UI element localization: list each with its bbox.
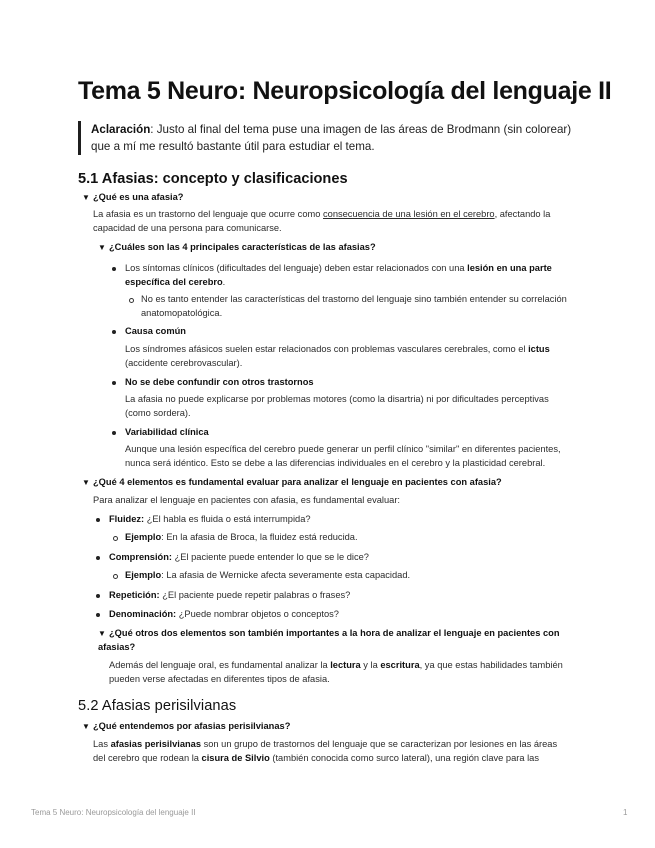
bold-text: Comprensión: bbox=[109, 552, 173, 562]
section-heading-5-2: 5.2 Afasias perisilvianas bbox=[78, 698, 237, 714]
afasia-definition bbox=[93, 208, 573, 235]
text: , afectando la capacidad de una persona para comunicarse. bbox=[93, 209, 551, 233]
bold-text: Ejemplo bbox=[125, 570, 162, 580]
callout-text: : Justo al final del tema puse una imagen de las áreas de Brodmann (sin colorear) que a mí me resultó bastante útil para estudiar el tema. bbox=[91, 123, 572, 153]
bullet-icon bbox=[112, 330, 116, 334]
toggle-title: ¿Qué 4 elementos es fundamental evaluar para analizar el lenguaje en pacientes con afasia? bbox=[93, 477, 502, 487]
text: : En la afasia de Broca, la fluidez está reducida. bbox=[161, 532, 358, 542]
text: La afasia es un trastorno del lenguaje que ocurre como bbox=[93, 209, 323, 219]
section-heading-5-1: 5.1 Afasias: concepto y clasificaciones bbox=[78, 171, 348, 187]
list-item-nested bbox=[125, 531, 565, 545]
bold-text: afasias perisilvianas bbox=[110, 739, 202, 749]
list-item bbox=[125, 426, 575, 440]
text: : La afasia de Wernicke afecta severamente esta capacidad. bbox=[161, 570, 411, 580]
toggle-perisilvianas[interactable] bbox=[82, 720, 290, 734]
bold-text: Variabilidad clínica bbox=[125, 427, 209, 437]
toggle-title: ¿Qué es una afasia? bbox=[93, 192, 184, 202]
evaluation-intro bbox=[93, 494, 573, 508]
text: ¿El habla es fluida o está interrumpida? bbox=[144, 514, 311, 524]
text: y la bbox=[360, 660, 381, 670]
bold-text: No se debe confundir con otros trastornos bbox=[125, 377, 314, 387]
list-item-body bbox=[125, 443, 580, 470]
perisilvianas-definition bbox=[93, 738, 571, 765]
toggle-title: ¿Qué entendemos por afasias perisilvianas? bbox=[93, 721, 291, 731]
toggle-triangle-icon: ▼ bbox=[82, 193, 90, 202]
text: Para analizar el lenguaje en pacientes con afasia, es fundamental evaluar: bbox=[93, 495, 400, 505]
list-item bbox=[109, 551, 569, 565]
text: No es tanto entender las características del trastorno del lenguaje sino también entender su correlación anatomopatológica. bbox=[141, 294, 567, 318]
bullet-icon bbox=[96, 613, 100, 617]
list-item-nested bbox=[125, 569, 565, 583]
bullet-ring-icon bbox=[113, 536, 118, 541]
toggle-triangle-icon: ▼ bbox=[98, 243, 106, 252]
bold-text: lesión en una parte específica del cerebro bbox=[125, 263, 552, 287]
text: ¿Puede nombrar objetos o conceptos? bbox=[176, 609, 339, 619]
text: La afasia no puede explicarse por problemas motores (como la disartria) ni por dificultades perceptivas (como sordera). bbox=[125, 394, 549, 418]
text: (también conocida como surco lateral), una región clave para las bbox=[269, 752, 539, 763]
underlined-phrase: consecuencia de una lesión en el cerebro bbox=[323, 209, 495, 219]
bold-text: lectura bbox=[330, 660, 361, 670]
bold-text: Fluidez: bbox=[109, 514, 145, 524]
text: son un grupo de trastornos del lenguaje que se caracterizan por lesiones en las áreas del cerebro que rodean la bbox=[93, 739, 558, 763]
list-item bbox=[125, 325, 575, 339]
bold-text: Causa común bbox=[125, 326, 186, 336]
toggle-otros-dos-elementos[interactable] bbox=[98, 627, 560, 654]
callout bbox=[78, 121, 577, 155]
list-item bbox=[125, 376, 575, 390]
text: . bbox=[222, 276, 226, 287]
bullet-icon bbox=[112, 431, 116, 435]
text: Además del lenguaje oral, es fundamental analizar la bbox=[109, 660, 331, 670]
bullet-icon bbox=[96, 594, 100, 598]
text: Las bbox=[93, 739, 111, 749]
text: Los síndromes afásicos suelen estar relacionados con problemas vasculares cerebrales, como el bbox=[125, 344, 529, 354]
list-item bbox=[109, 608, 569, 622]
bullet-icon bbox=[112, 381, 116, 385]
text: ¿El paciente puede entender lo que se le dice? bbox=[172, 552, 369, 562]
toggle-caracteristicas[interactable] bbox=[98, 241, 376, 255]
list-item-nested bbox=[141, 293, 573, 320]
toggle-4-elementos[interactable] bbox=[82, 476, 572, 490]
list-item bbox=[125, 262, 575, 289]
bold-text: cisura de Silvio bbox=[201, 752, 270, 763]
bullet-icon bbox=[112, 267, 116, 271]
footer-document-title: Tema 5 Neuro: Neuropsicología del lenguaje II bbox=[31, 808, 196, 817]
list-item bbox=[109, 589, 569, 603]
toggle-title: ¿Qué otros dos elementos son también importantes a la hora de analizar el lenguaje en pacientes con afasias? bbox=[98, 628, 560, 652]
text: Los síntomas clínicos (dificultades del lenguaje) deben estar relacionados con una bbox=[125, 263, 468, 273]
toggle-que-es-afasia[interactable] bbox=[82, 191, 183, 205]
list-item-body bbox=[125, 343, 575, 370]
bullet-ring-icon bbox=[129, 298, 134, 303]
bullet-ring-icon bbox=[113, 574, 118, 579]
bullet-icon bbox=[96, 556, 100, 560]
bold-text: Repetición: bbox=[109, 590, 160, 600]
toggle-triangle-icon: ▼ bbox=[82, 722, 90, 731]
bold-text: ictus bbox=[528, 344, 550, 354]
text: ¿El paciente puede repetir palabras o frases? bbox=[159, 590, 351, 600]
list-item bbox=[109, 513, 569, 527]
callout-label: Aclaración bbox=[91, 123, 151, 136]
bold-text: Denominación: bbox=[109, 609, 177, 619]
toggle-title: ¿Cuáles son las 4 principales características de las afasias? bbox=[109, 242, 376, 252]
text: , ya que estas habilidades también pueden verse afectadas en diferentes tipos de afasia. bbox=[109, 660, 563, 684]
toggle-triangle-icon: ▼ bbox=[98, 629, 106, 638]
bold-text: Ejemplo bbox=[125, 532, 162, 542]
bold-text: escritura bbox=[380, 660, 420, 670]
page-title: Tema 5 Neuro: Neuropsicología del lenguaje II bbox=[78, 77, 612, 105]
bullet-icon bbox=[96, 518, 100, 522]
footer-page-number: 1 bbox=[623, 808, 628, 817]
text: (accidente cerebrovascular). bbox=[125, 357, 243, 368]
toggle-body bbox=[109, 659, 569, 686]
text: Aunque una lesión específica del cerebro puede generar un perfil clínico "similar" en diferentes pacientes, nunca será idéntico. Esto se debe a las diferencias individuales en el cerebro y la plasticidad cerebral. bbox=[125, 444, 561, 468]
toggle-triangle-icon: ▼ bbox=[82, 478, 90, 487]
list-item-body bbox=[125, 393, 575, 420]
